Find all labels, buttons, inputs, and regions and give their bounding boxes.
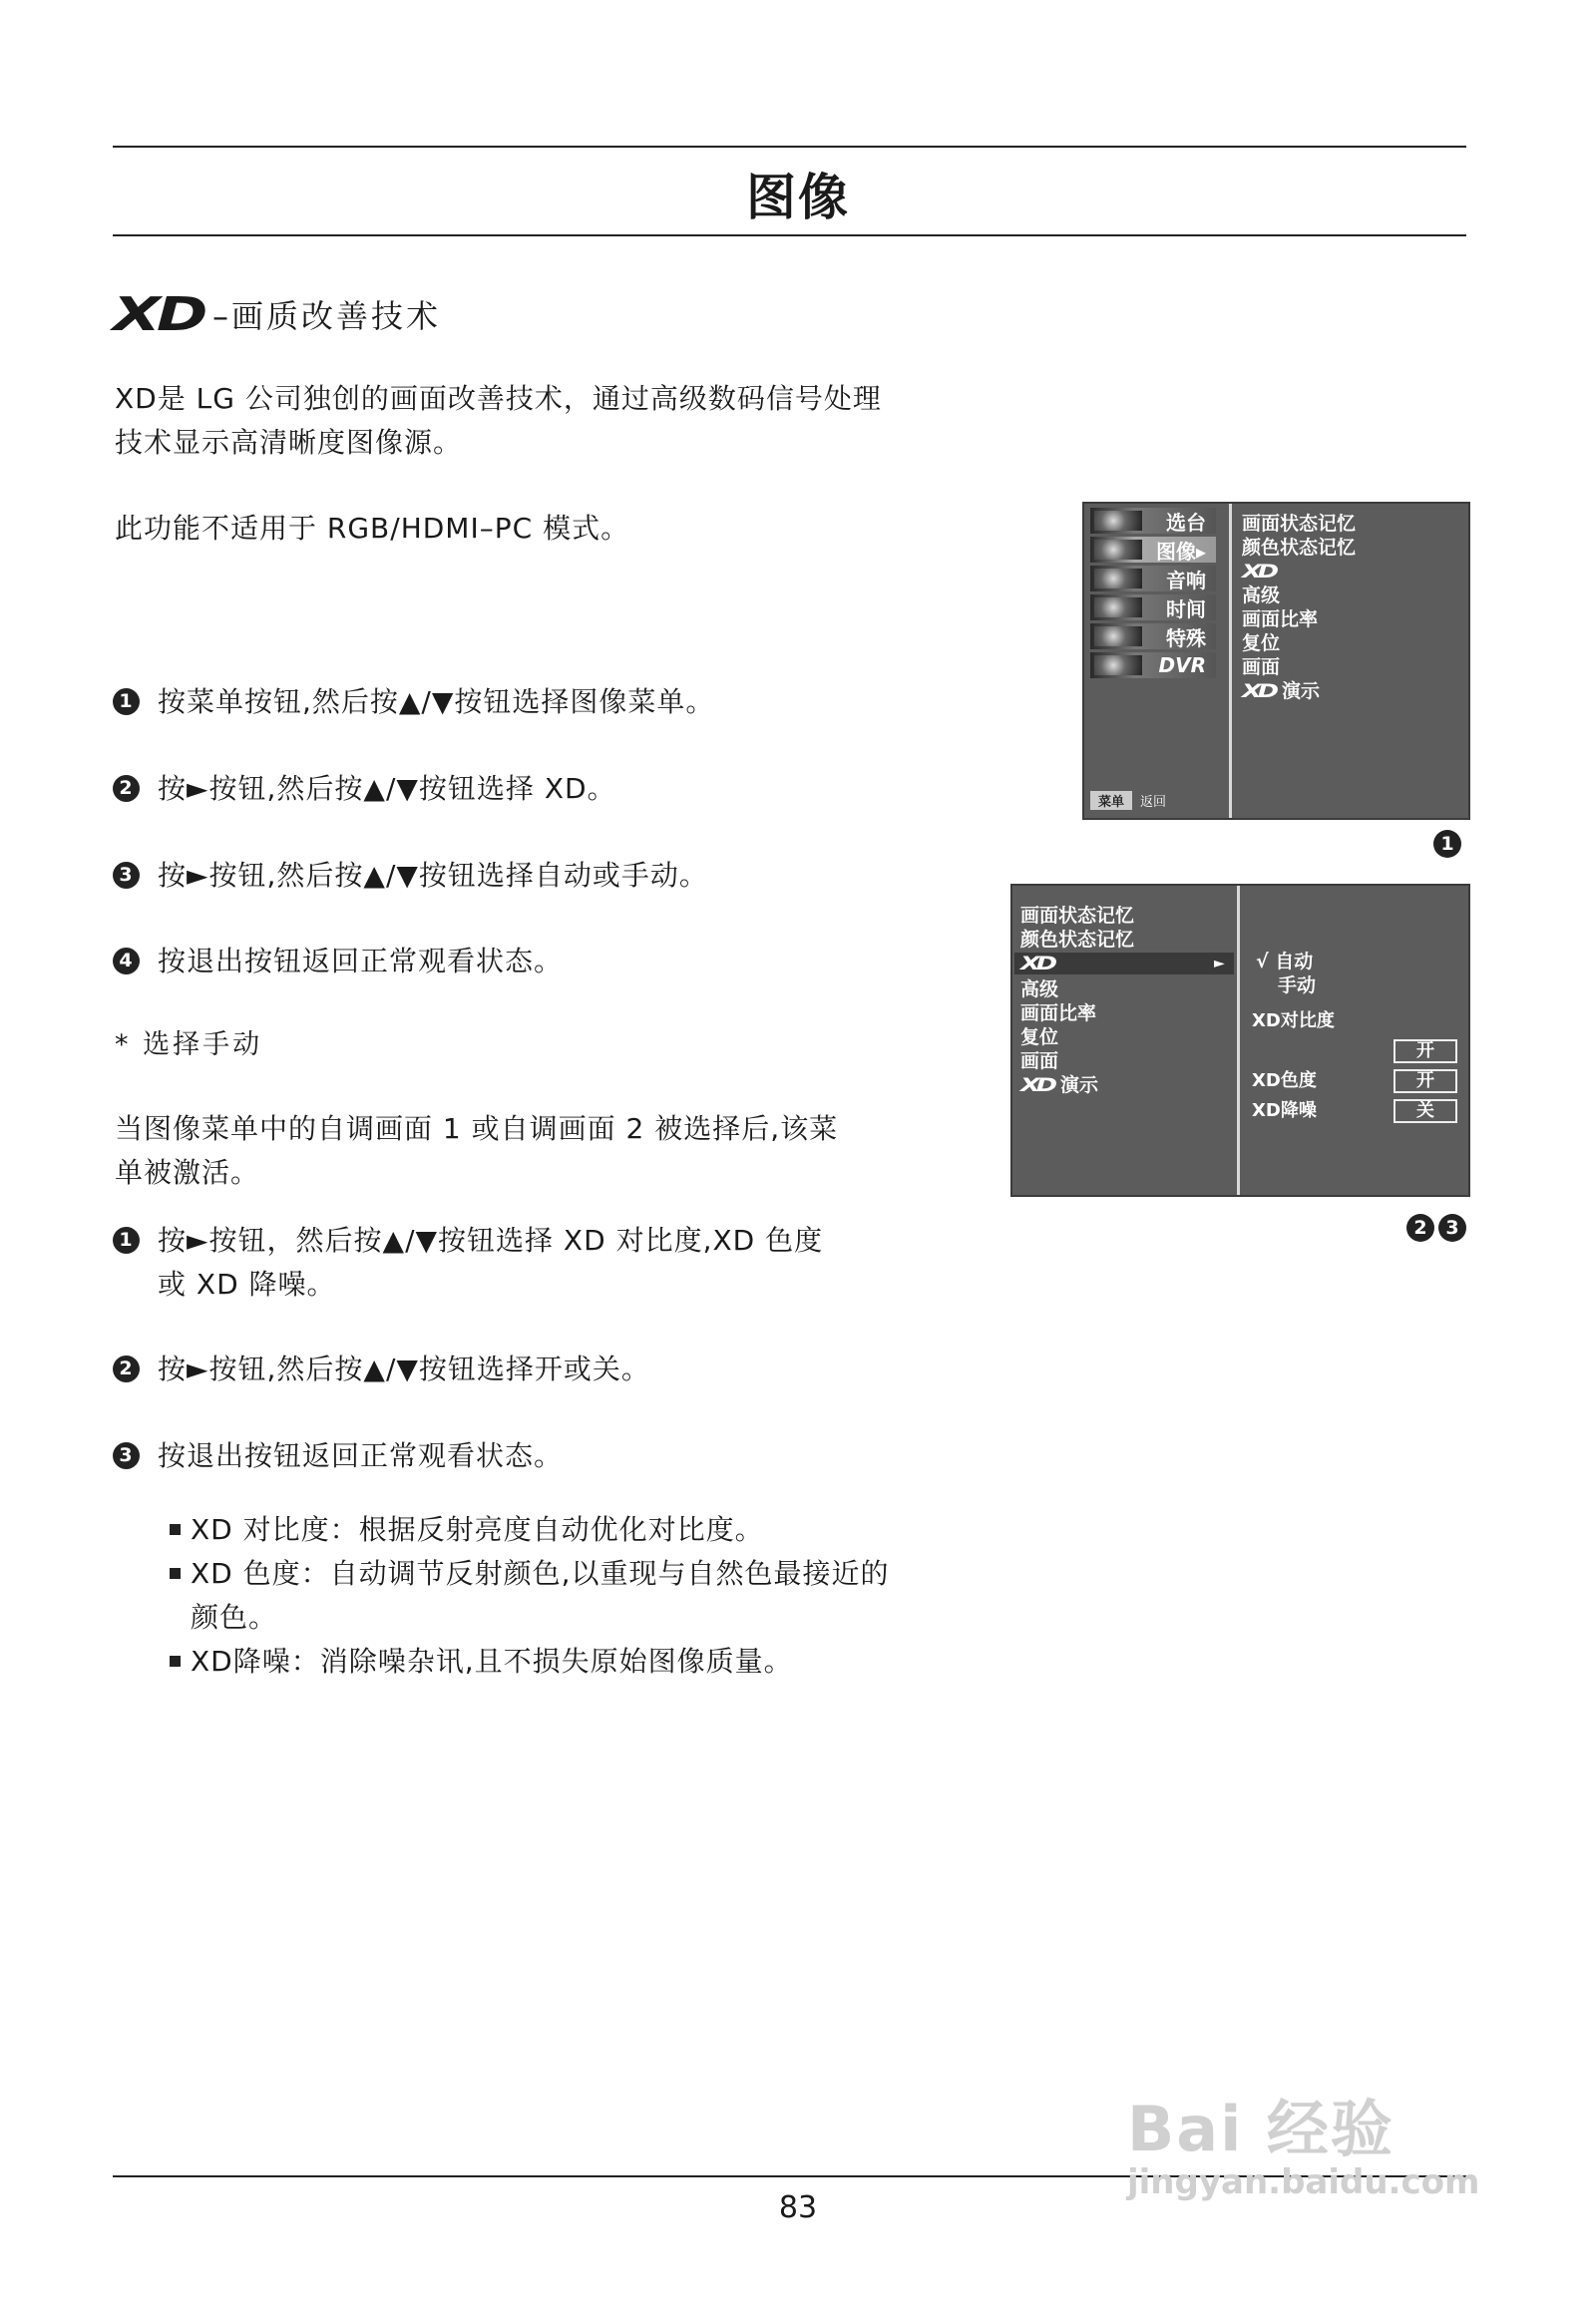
figure-number: 1	[1433, 830, 1461, 858]
thumbnail-icon	[1094, 655, 1142, 675]
xd-noise-label: XD降噪	[1252, 1100, 1317, 1121]
step-text-line-2: 或 XD 降噪。	[158, 1268, 336, 1301]
bullet-text-line-1: XD 色度：自动调节反射颜色,以重现与自然色最接近的	[191, 1557, 890, 1590]
thumbnail-icon	[1094, 626, 1142, 646]
manual-step-3	[113, 1434, 956, 1478]
step-number: 3	[113, 1442, 140, 1469]
thumbnail-icon	[1094, 569, 1142, 588]
submenu-item[interactable]: 复位	[1020, 1026, 1059, 1048]
osd-xd-menu	[1010, 884, 1470, 1197]
menu-item-channel[interactable]: 选台	[1090, 508, 1216, 534]
submenu-item[interactable]: 画面状态记忆	[1020, 905, 1135, 927]
menu-item-time[interactable]: 时间	[1090, 594, 1216, 620]
figure-label-1	[1433, 830, 1465, 858]
manual-desc-line-2: 单被激活。	[115, 1156, 260, 1189]
page-number: 83	[778, 2190, 818, 2225]
xd-logo: XD	[1020, 953, 1053, 974]
submenu-item[interactable]: 颜色状态记忆	[1242, 537, 1357, 559]
menu-footer	[1090, 791, 1166, 810]
step-number: 2	[113, 1356, 140, 1382]
xd-color-label: XD色度	[1252, 1070, 1317, 1091]
watermark-url: jingyan.baidu.com	[1127, 2162, 1480, 2202]
menu-item-sound[interactable]: 音响	[1090, 566, 1216, 591]
watermark	[1127, 2080, 1479, 2202]
bullet-text-line-2: 颜色。	[191, 1601, 278, 1634]
figure-number: 3	[1438, 1214, 1466, 1242]
menu-button[interactable]: 菜单	[1090, 791, 1132, 810]
manual-step-1	[113, 1219, 956, 1307]
watermark-brand: Bai 经验	[1127, 2093, 1395, 2165]
submenu-item[interactable]: 画面	[1242, 656, 1281, 678]
submenu-item-xd-selected[interactable]	[1014, 953, 1234, 974]
step-4	[113, 940, 956, 983]
intro-paragraph	[115, 377, 953, 465]
xd-logo: XD	[1242, 561, 1275, 582]
bullet-text	[191, 1552, 890, 1640]
step-number: 3	[113, 862, 140, 889]
step-text	[158, 1219, 956, 1307]
submenu-item[interactable]: 复位	[1242, 632, 1281, 654]
step-2	[113, 767, 956, 811]
manual-desc-line-1: 当图像菜单中的自调画面 1 或自调画面 2 被选择后,该菜	[115, 1112, 839, 1145]
menu-item-dvr[interactable]: DVR	[1090, 652, 1216, 678]
step-text: 按►按钮,然后按▲/▼按钮选择自动或手动。	[158, 859, 708, 892]
option-auto[interactable]: √ 自动	[1256, 951, 1314, 972]
osd-divider	[1237, 886, 1240, 1195]
bullet-square-icon	[170, 1568, 181, 1579]
bullet-square-icon	[170, 1656, 181, 1667]
figure-number: 2	[1406, 1214, 1434, 1242]
xd-logo: XD	[113, 287, 204, 341]
thumbnail-icon	[1094, 597, 1142, 617]
submenu-item[interactable]: 画面比率	[1020, 1002, 1097, 1024]
xd-color-toggle[interactable]: 开	[1394, 1069, 1457, 1093]
submenu-item-xd-demo[interactable]: XD 演示	[1242, 680, 1321, 702]
bullet-item	[170, 1552, 968, 1640]
submenu-item[interactable]: 颜色状态记忆	[1020, 929, 1135, 951]
xd-logo: XD	[1020, 1074, 1053, 1096]
submenu-item[interactable]: 高级	[1020, 978, 1059, 1000]
manual-heading: * 选择手动	[115, 1029, 263, 1060]
step-text: 按►按钮,然后按▲/▼按钮选择 XD。	[158, 772, 616, 805]
thumbnail-icon	[1094, 511, 1142, 531]
top-rule	[113, 146, 1466, 148]
step-text: 按退出按钮返回正常观看状态。	[158, 945, 564, 977]
submenu-item-xd-demo[interactable]: XD 演示	[1020, 1074, 1099, 1096]
section-subtitle: –画质改善技术	[212, 297, 442, 335]
xd-contrast-toggle[interactable]: 开	[1394, 1039, 1457, 1063]
section-heading	[113, 287, 441, 341]
step-number: 4	[113, 948, 140, 974]
option-manual[interactable]: 手动	[1278, 974, 1317, 996]
bullet-text: XD降噪：消除噪杂讯,且不损失原始图像质量。	[191, 1645, 793, 1678]
figure-label-2-3	[1406, 1214, 1470, 1242]
submenu-item[interactable]: 高级	[1242, 584, 1281, 606]
step-text-line-1: 按►按钮，然后按▲/▼按钮选择 XD 对比度,XD 色度	[158, 1224, 824, 1257]
step-number: 1	[113, 688, 140, 715]
xd-logo: XD	[1242, 680, 1275, 702]
step-text: 按菜单按钮,然后按▲/▼按钮选择图像菜单。	[158, 685, 715, 718]
bullet-text: XD 对比度：根据反射亮度自动优化对比度。	[191, 1513, 764, 1546]
xd-contrast-label: XD对比度	[1252, 1010, 1335, 1031]
step-number: 1	[113, 1227, 140, 1254]
manual-description	[115, 1107, 933, 1195]
step-text: 按退出按钮返回正常观看状态。	[158, 1439, 564, 1472]
step-3	[113, 854, 956, 898]
menu-item-special[interactable]: 特殊	[1090, 623, 1216, 649]
page-title: 图像	[746, 169, 850, 226]
osd-divider	[1229, 504, 1232, 818]
return-label: 返回	[1140, 795, 1167, 810]
step-text: 按►按钮,然后按▲/▼按钮选择开或关。	[158, 1353, 650, 1385]
bullet-item	[170, 1640, 968, 1684]
arrow-right-icon: ►	[1214, 956, 1225, 971]
step-1	[113, 680, 956, 724]
title-underline	[113, 234, 1466, 236]
intro-note: 此功能不适用于 RGB/HDMI–PC 模式。	[115, 512, 630, 545]
xd-noise-toggle[interactable]: 关	[1394, 1099, 1457, 1123]
submenu-item[interactable]: 画面	[1020, 1050, 1059, 1072]
bullet-square-icon	[170, 1524, 181, 1535]
submenu-item[interactable]	[1242, 560, 1282, 583]
submenu-item[interactable]: 画面状态记忆	[1242, 513, 1357, 535]
intro-line-2: 技术显示高清晰度图像源。	[115, 426, 463, 459]
menu-item-picture[interactable]: 图像▸	[1090, 537, 1216, 563]
osd-main-menu	[1082, 502, 1470, 820]
submenu-item[interactable]: 画面比率	[1242, 608, 1319, 630]
manual-step-2	[113, 1348, 956, 1391]
thumbnail-icon	[1094, 540, 1142, 560]
bullet-item	[170, 1508, 968, 1552]
osd-main-menu-left	[1084, 504, 1229, 818]
intro-line-1: XD是 LG 公司独创的画面改善技术，通过高级数码信号处理	[115, 382, 882, 415]
step-number: 2	[113, 775, 140, 802]
